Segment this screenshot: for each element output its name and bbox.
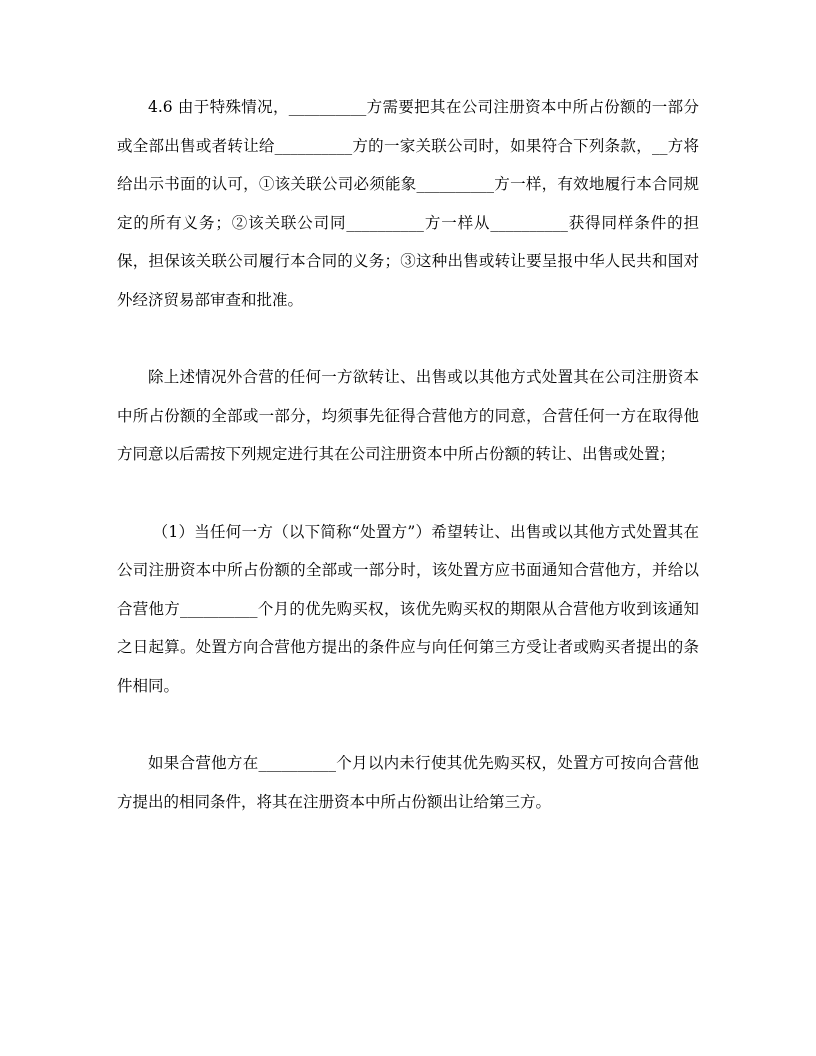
document-page bbox=[117, 88, 699, 821]
transfer-consent-paragraph: 除上述情况外合营的任何一方欲转让、出售或以其他方式处置其在公司注册资本中所占份额的全部或一部分，均须事先征得合营他方的同意，合营任何一方在取得他方同意以后需按下列规定进行其在公司注册资本中所占份额的转让、出售或处置； bbox=[117, 368, 699, 463]
clause-4-6-paragraph: 4.6 由于特殊情况，__________方需要把其在公司注册资本中所占份额的一部分或全部出售或者转让给__________方的一家关联公司时，如果符合下列条款，__方将给出示书面的认可，①该关联公司必须能象__________方一样，有效地履行本合同规定的所有义务；②该关联公司同__________方一样从__________获得同样条件的担保，担保该关联公司履行本合同的义务；③这种出售或转让要呈报中华人民共和国对外经济贸易部审查和批准。 bbox=[117, 98, 699, 309]
third-party-transfer-paragraph: 如果合营他方在__________个月以内未行使其优先购买权，处置方可按向合营他方提出的相同条件，将其在注册资本中所占份额出让给第三方。 bbox=[117, 754, 699, 811]
preemptive-right-paragraph: （1）当任何一方（以下简称“处置方”）希望转让、出售或以其他方式处置其在公司注册资本中所占份额的全部或一部分时，该处置方应书面通知合营他方，并给以合营他方__________个月的优先购买权，该优先购买权的期限从合营他方收到该通知之日起算。处置方向合营他方提出的条件应与向任何第三方受让者或购买者提出的条件相同。 bbox=[117, 522, 699, 695]
